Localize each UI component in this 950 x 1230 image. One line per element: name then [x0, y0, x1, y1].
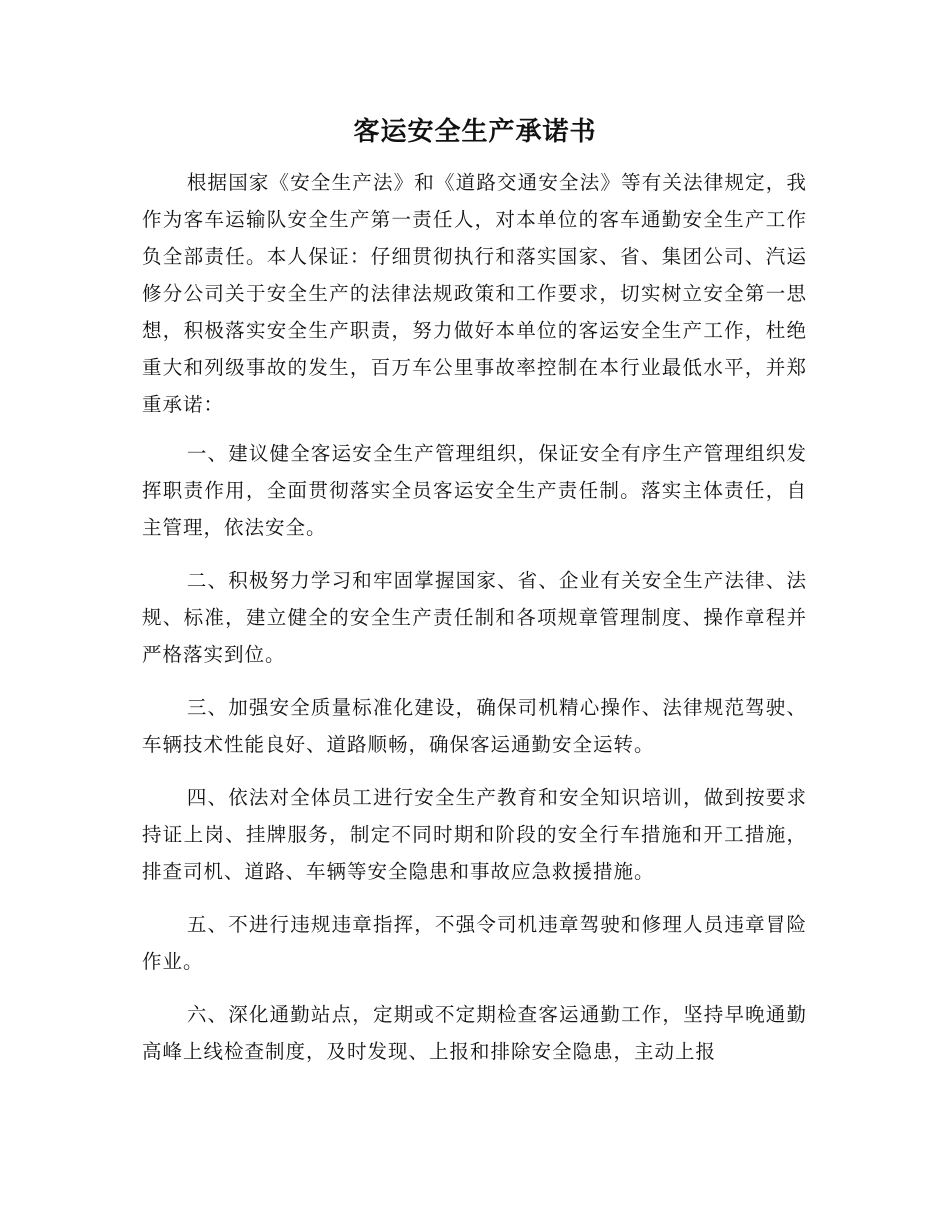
document-body: [142, 164, 807, 1086]
commitment-item-6: 六、深化通勤站点，定期或不定期检查客运通勤工作，坚持早晚通勤高峰上线检查制度，及时发现、上报和排除安全隐患，主动上报: [142, 1003, 807, 1063]
commitment-item-3: 三、加强安全质量标准化建设，确保司机精心操作、法律规范驾驶、车辆技术性能良好、道路顺畅，确保客运通勤安全运转。: [142, 696, 807, 756]
commitment-item-2: 二、积极努力学习和牢固掌握国家、省、企业有关安全生产法律、法规、标准，建立健全的安全生产责任制和各项规章管理制度、操作章程并严格落实到位。: [142, 569, 807, 666]
intro-paragraph: 根据国家《安全生产法》和《道路交通安全法》等有关法律规定，我作为客车运输队安全生产第一责任人，对本单位的客车通勤安全生产工作负全部责任。本人保证：仔细贯彻执行和落实国家、省、集团公司、汽运修分公司关于安全生产的法律法规政策和工作要求，切实树立安全第一思想，积极落实安全生产职责，努力做好本单位的客运安全生产工作，杜绝重大和列级事故的发生，百万车公里事故率控制在本行业最低水平，并郑重承诺：: [142, 171, 807, 416]
commitment-item-5: 五、不进行违规违章指挥，不强令司机违章驾驶和修理人员违章冒险作业。: [142, 913, 807, 973]
commitment-item-4: 四、依法对全体员工进行安全生产教育和安全知识培训，做到按要求持证上岗、挂牌服务，制定不同时期和阶段的安全行车措施和开工措施，排查司机、道路、车辆等安全隐患和事故应急救援措施。: [142, 786, 807, 883]
document-title: 客运安全生产承诺书: [353, 117, 597, 147]
commitment-item-1: 一、建议健全客运安全生产管理组织，保证安全有序生产管理组织发挥职责作用，全面贯彻落实全员客运安全生产责任制。落实主体责任，自主管理，依法安全。: [142, 442, 807, 539]
